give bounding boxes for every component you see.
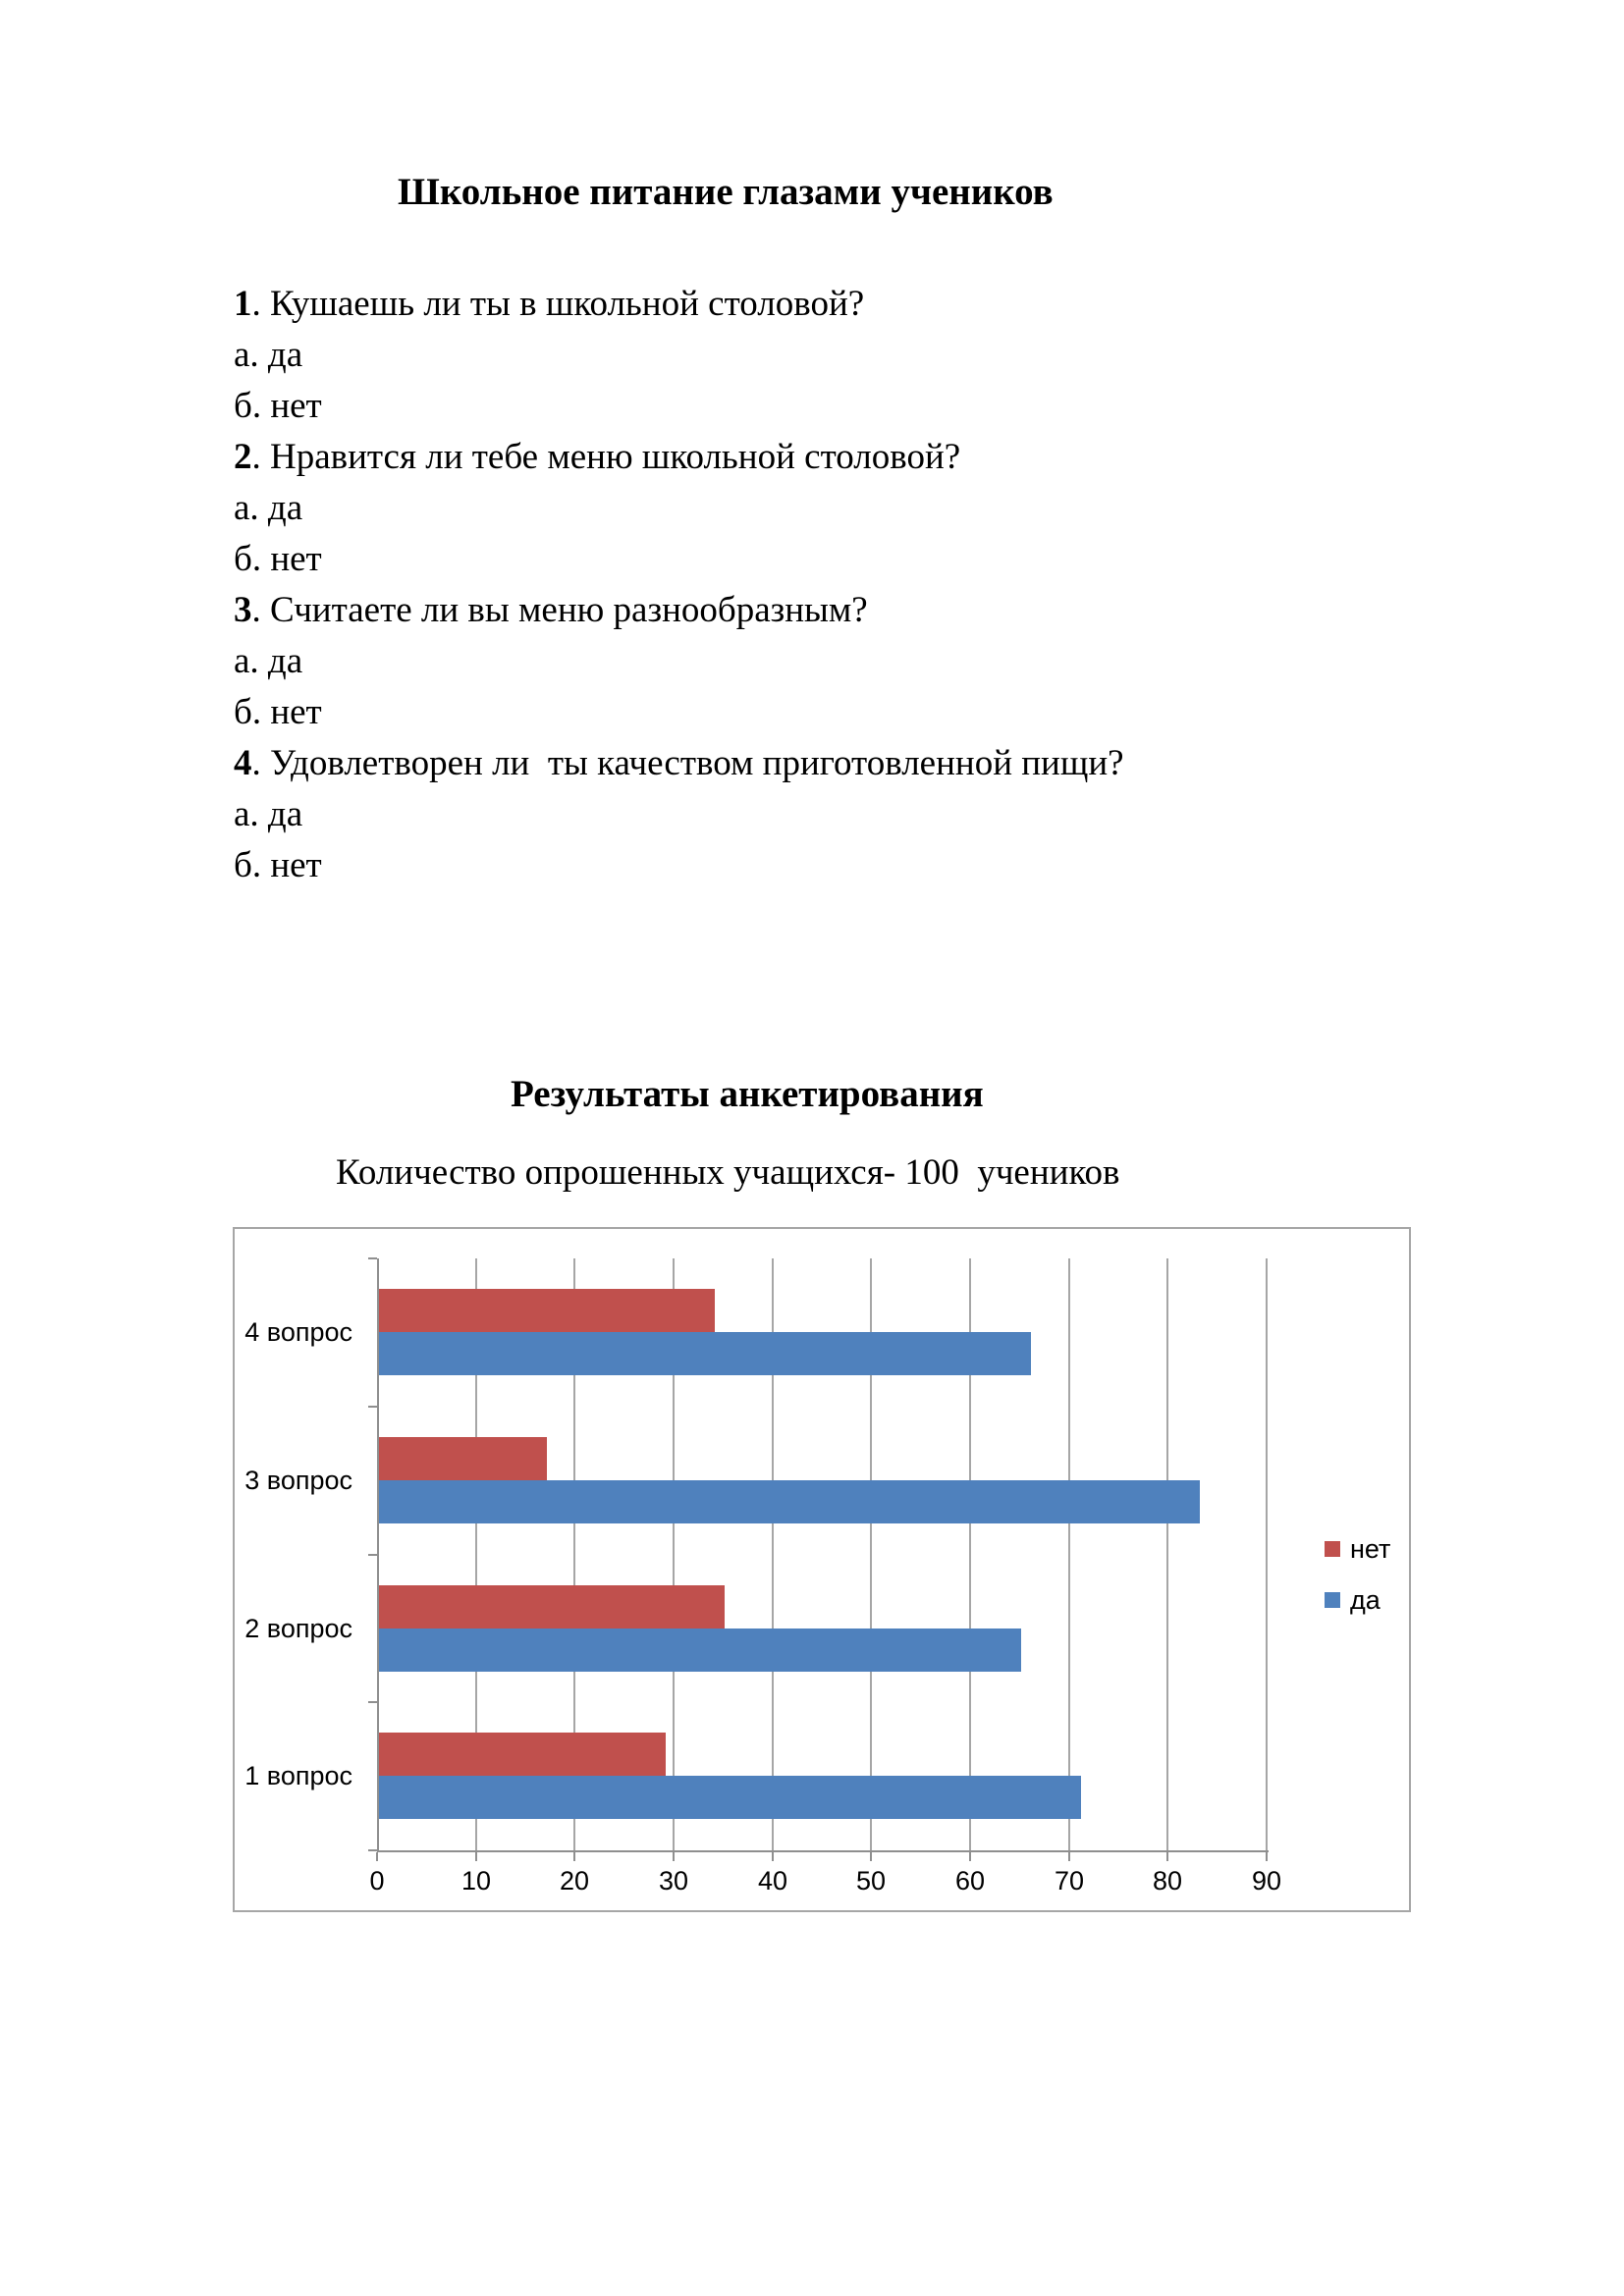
legend-label-da: да	[1350, 1585, 1380, 1615]
question-1-option-b: б. нет	[234, 386, 322, 426]
x-tick-mark-50	[870, 1852, 872, 1861]
question-3-option-b: б. нет	[234, 692, 322, 732]
bar-да-4-вопрос	[379, 1332, 1031, 1375]
questionnaire	[234, 279, 1412, 891]
question-3-text: . Считаете ли вы меню разнообразным?	[251, 590, 868, 630]
x-tick-label-50: 50	[855, 1866, 887, 1896]
question-1-text: . Кушаешь ли ты в школьной столовой?	[251, 284, 865, 324]
question-2-number: 2	[234, 437, 252, 477]
survey-results-bar-chart	[233, 1227, 1411, 1912]
bar-нет-2-вопрос	[379, 1585, 725, 1629]
question-2	[234, 432, 1412, 483]
x-tick-mark-0	[376, 1852, 378, 1861]
question-4	[234, 738, 1412, 789]
question-1-option-a: а. да	[234, 335, 303, 375]
category-label-3-вопрос: 3 вопрос	[244, 1465, 352, 1495]
question-3	[234, 585, 1412, 636]
y-tick-mark-2	[368, 1554, 377, 1556]
x-tick-label-30: 30	[658, 1866, 689, 1896]
x-tick-label-0: 0	[369, 1866, 385, 1896]
x-tick-label-90: 90	[1251, 1866, 1282, 1896]
category-label-1-вопрос: 1 вопрос	[244, 1761, 352, 1791]
category-label-4-вопрос: 4 вопрос	[244, 1317, 352, 1347]
question-3-option-a: а. да	[234, 641, 303, 681]
y-tick-mark-0	[368, 1257, 377, 1259]
x-tick-mark-90	[1266, 1852, 1268, 1861]
results-heading: Результаты анкетирования	[511, 1073, 984, 1115]
legend-swatch-net	[1325, 1541, 1340, 1557]
chart-plot-area	[244, 1258, 1282, 1896]
bar-нет-4-вопрос	[379, 1289, 715, 1332]
legend-swatch-da	[1325, 1592, 1340, 1608]
x-tick-mark-20	[573, 1852, 575, 1861]
question-1-number: 1	[234, 284, 252, 324]
gridline-90	[1266, 1258, 1268, 1850]
question-2-option-a: а. да	[234, 488, 303, 528]
question-4-option-a: а. да	[234, 794, 303, 834]
x-tick-label-70: 70	[1054, 1866, 1085, 1896]
question-4-number: 4	[234, 743, 252, 783]
x-tick-mark-40	[772, 1852, 774, 1861]
gridline-80	[1166, 1258, 1168, 1850]
legend-label-net: нет	[1350, 1534, 1391, 1564]
x-axis	[377, 1850, 1269, 1852]
x-tick-mark-70	[1068, 1852, 1070, 1861]
x-tick-mark-10	[475, 1852, 477, 1861]
y-tick-mark-1	[368, 1406, 377, 1408]
question-4-option-b: б. нет	[234, 845, 322, 885]
question-1	[234, 279, 1412, 330]
bar-да-3-вопрос	[379, 1480, 1200, 1523]
question-2-text: . Нравится ли тебе меню школьной столовой?	[251, 437, 961, 477]
x-tick-mark-60	[969, 1852, 971, 1861]
question-3-number: 3	[234, 590, 252, 630]
x-tick-mark-80	[1166, 1852, 1168, 1861]
legend-entry-da	[1325, 1584, 1390, 1616]
x-tick-label-80: 80	[1152, 1866, 1183, 1896]
y-tick-mark-4	[368, 1849, 377, 1851]
x-tick-label-10: 10	[460, 1866, 492, 1896]
x-tick-label-20: 20	[559, 1866, 590, 1896]
document-title: Школьное питание глазами учеников	[398, 171, 1054, 213]
bar-нет-3-вопрос	[379, 1437, 547, 1480]
chart-legend	[1325, 1533, 1390, 1635]
y-tick-mark-3	[368, 1701, 377, 1703]
gridline-70	[1068, 1258, 1070, 1850]
x-tick-mark-30	[673, 1852, 675, 1861]
bar-нет-1-вопрос	[379, 1733, 666, 1776]
category-label-2-вопрос: 2 вопрос	[244, 1613, 352, 1643]
x-tick-label-40: 40	[757, 1866, 788, 1896]
question-2-option-b: б. нет	[234, 539, 322, 579]
legend-entry-net	[1325, 1533, 1390, 1565]
question-4-text: . Удовлетворен ли ты качеством приготовленной пищи?	[251, 743, 1124, 783]
bar-да-1-вопрос	[379, 1776, 1081, 1819]
x-tick-label-60: 60	[954, 1866, 986, 1896]
bar-да-2-вопрос	[379, 1629, 1021, 1672]
results-subheading: Количество опрошенных учащихся- 100 учеников	[336, 1152, 1120, 1193]
